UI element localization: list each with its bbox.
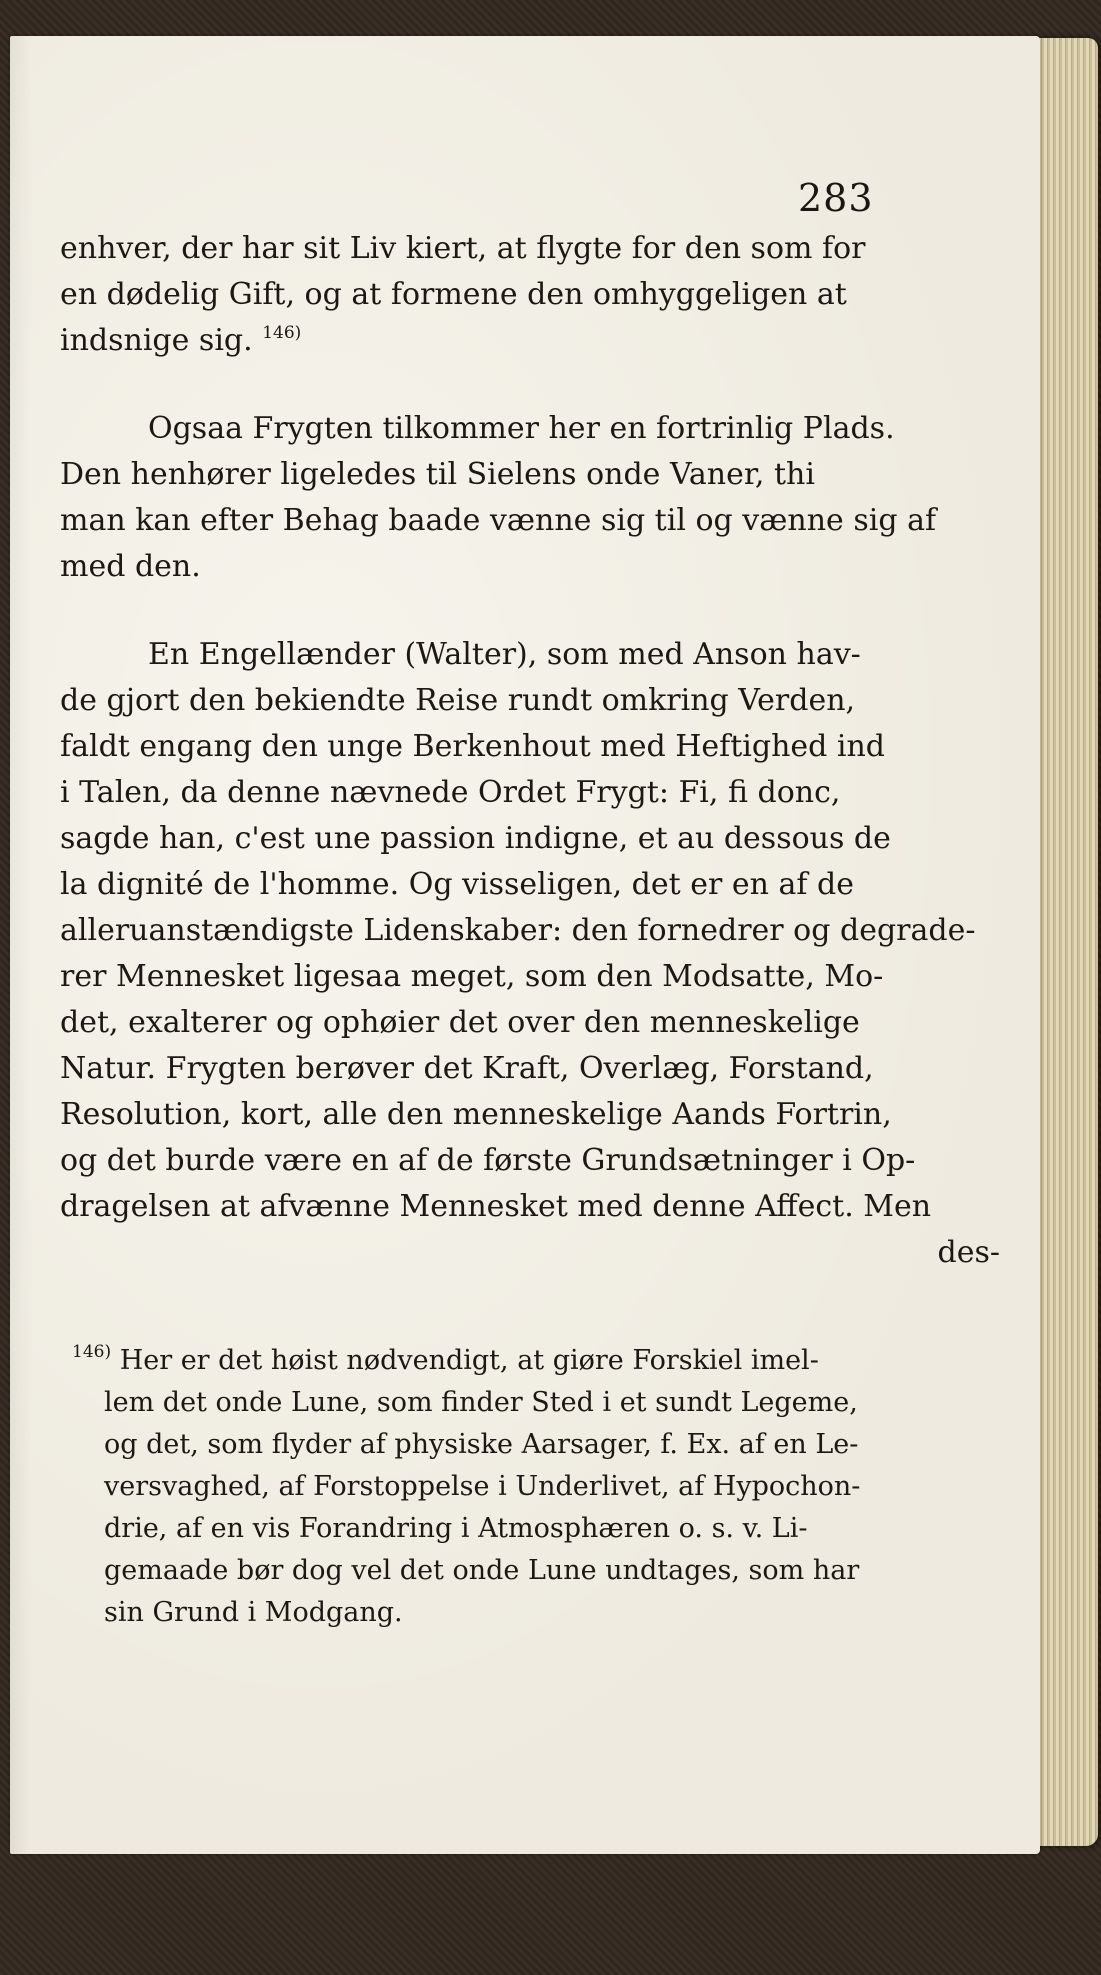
- text-line: i Talen, da denne nævnede Ordet Frygt: Fi, fi donc,: [60, 775, 841, 810]
- text-line: de gjort den bekiendte Reise rundt omkring Verden,: [60, 683, 856, 718]
- paragraph-gap: [60, 590, 1000, 632]
- paragraph-gap: [60, 364, 1000, 406]
- footnote-line-content: Her er det høist nødvendigt, at giøre Forskiel imel-: [119, 1345, 819, 1376]
- text-line: dragelsen at afvænne Mennesket med denne Affect. Men: [60, 1189, 932, 1224]
- text-line: det, exalterer og ophøier det over den menneskelige: [60, 1005, 860, 1040]
- text-line: la dignité de l'homme. Og visseligen, det er en af de: [60, 867, 854, 902]
- text-line: Ogsaa Frygten tilkommer her en fortrinlig Plads.: [148, 411, 895, 446]
- page-number: 283: [798, 176, 874, 220]
- footnote-reference: 146): [262, 323, 302, 343]
- text-line: En Engellænder (Walter), som med Anson hav-: [148, 637, 861, 672]
- page-stack-edge: [1030, 38, 1098, 1846]
- text-line: med den.: [60, 549, 201, 584]
- text-line: rer Mennesket ligesaa meget, som den Modsatte, Mo-: [60, 959, 884, 994]
- footnote-line: og det, som flyder af physiske Aarsager, f. Ex. af en Le-: [104, 1429, 859, 1460]
- text-line: Resolution, kort, alle den menneskelige Aands Fortrin,: [60, 1097, 892, 1132]
- text-line: faldt engang den unge Berkenhout med Heftighed ind: [60, 729, 885, 764]
- footnote: [72, 1340, 992, 1634]
- footnote-line: drie, af en vis Forandring i Atmosphæren o. s. v. Li-: [104, 1513, 808, 1544]
- footnote-line: sin Grund i Modgang.: [104, 1597, 403, 1628]
- text-line: enhver, der har sit Liv kiert, at flygte for den som for: [60, 231, 866, 266]
- text-line: alleruanstændigste Lidenskaber: den fornedrer og degrade-: [60, 913, 976, 948]
- footnote-line: gemaade bør dog vel det onde Lune undtages, som har: [104, 1555, 860, 1586]
- footnote-line: versvaghed, af Forstoppelse i Underlivet, af Hypochon-: [104, 1471, 861, 1502]
- footnote-line: [72, 1340, 992, 1382]
- text-line: og det burde være en af de første Grundsætninger i Op-: [60, 1143, 916, 1178]
- text-line: Den henhører ligeledes til Sielens onde Vaner, thi: [60, 457, 815, 492]
- text-line-content: indsnige sig.: [60, 323, 253, 358]
- text-line: sagde han, c'est une passion indigne, et au dessous de: [60, 821, 891, 856]
- main-text: [60, 226, 1000, 1276]
- footnote-line: lem det onde Lune, som finder Sted i et sundt Legeme,: [104, 1387, 858, 1418]
- text-line: [60, 318, 1000, 364]
- text-line: Natur. Frygten berøver det Kraft, Overlæg, Forstand,: [60, 1051, 874, 1086]
- text-line: man kan efter Behag baade vænne sig til og vænne sig af: [60, 503, 937, 538]
- text-line: en dødelig Gift, og at formene den omhyggeligen at: [60, 277, 847, 312]
- footnote-marker: 146): [72, 1342, 112, 1362]
- catchword: des-: [937, 1235, 1000, 1270]
